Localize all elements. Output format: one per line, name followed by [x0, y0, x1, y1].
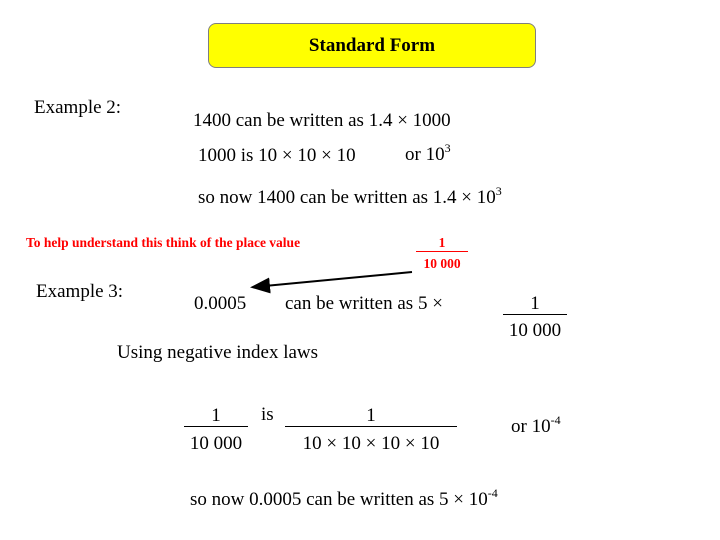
- page-title: Standard Form: [308, 34, 436, 56]
- example3-phrase: can be written as 5 ×: [285, 293, 443, 314]
- example2-line3-exp: 3: [495, 184, 502, 198]
- hint-frac-den: 10 000: [423, 256, 461, 271]
- or-power-exp: -4: [550, 413, 561, 427]
- hint-frac-num: 1: [416, 235, 468, 252]
- or-power: [511, 413, 561, 438]
- example3-frac-num: 1: [503, 293, 567, 315]
- is-word: is: [261, 404, 274, 425]
- example3-laws: Using negative index laws: [117, 342, 319, 363]
- example2-power-exp: 3: [444, 141, 451, 155]
- right-frac-den: 10 × 10 × 10 × 10: [302, 433, 440, 454]
- example2-line3-base: so now 1400 can be written as 1.4 × 10: [198, 187, 496, 208]
- example2-label: Example 2:: [34, 97, 122, 118]
- left-frac-den: 10 000: [189, 433, 243, 454]
- example3-final-base: so now 0.0005 can be written as 5 × 10: [190, 489, 488, 510]
- example3-label: Example 3:: [36, 281, 124, 302]
- example3-final-exp: -4: [487, 486, 498, 500]
- example2-line1: 1400 can be written as 1.4 × 1000: [193, 110, 451, 131]
- example3-final: [190, 486, 498, 511]
- hint-text: To help understand this think of the place value: [26, 235, 301, 250]
- example2-power-base: or 10: [405, 144, 445, 165]
- left-frac-num: 1: [184, 405, 248, 427]
- or-power-base: or 10: [511, 416, 551, 437]
- example3-frac-den: 10 000: [508, 320, 562, 341]
- example3-value: 0.0005: [194, 293, 247, 314]
- right-frac-num: 1: [285, 405, 457, 427]
- example2-line2: 1000 is 10 × 10 × 10: [198, 145, 356, 166]
